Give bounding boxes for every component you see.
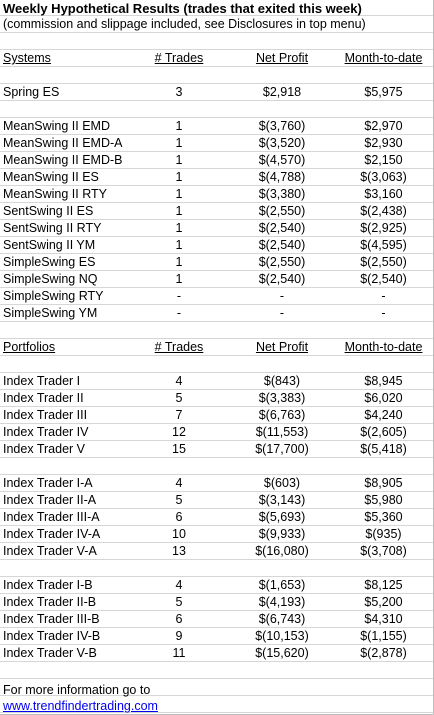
row-trades: 1 (175, 255, 183, 269)
row-month-to-date: $(5,418) (360, 442, 407, 456)
row-net-profit: $(6,763) (258, 408, 306, 422)
table-row (0, 152, 433, 169)
row-trades: 13 (172, 544, 186, 558)
row-month-to-date: $(2,438) (360, 204, 407, 218)
row-month-to-date: $(3,063) (360, 170, 407, 184)
row-net-profit: $(1,653) (258, 578, 306, 592)
row-net-profit: $(6,743) (258, 612, 306, 626)
row-trades: 1 (175, 238, 183, 252)
row-trades: 10 (172, 527, 186, 541)
row-month-to-date: $(2,550) (360, 255, 407, 269)
row-net-profit: $(15,620) (255, 646, 309, 660)
row-trades: 1 (175, 187, 183, 201)
table-row (0, 220, 433, 237)
systems-header-mtd: Month-to-date (344, 51, 423, 65)
row-month-to-date: $(1,155) (360, 629, 407, 643)
systems-header-trades: # Trades (154, 51, 204, 65)
row-name: SentSwing II RTY (3, 221, 102, 235)
row-month-to-date: $2,930 (364, 136, 403, 150)
row-name: SentSwing II ES (3, 204, 94, 218)
row-month-to-date: $5,200 (364, 595, 403, 609)
row-name: MeanSwing II ES (3, 170, 99, 184)
row-name: Index Trader V-A (3, 544, 97, 558)
row-trades: 6 (175, 612, 183, 626)
row-month-to-date: $8,905 (364, 476, 403, 490)
table-row (0, 424, 433, 441)
row-net-profit: - (279, 306, 285, 320)
row-name: Index Trader II-A (3, 493, 97, 507)
row-month-to-date: $(2,925) (360, 221, 407, 235)
row-name: Index Trader V-B (3, 646, 97, 660)
row-net-profit: $(3,760) (258, 119, 306, 133)
row-trades: 1 (175, 119, 183, 133)
table-row (0, 594, 433, 611)
row-trades: 5 (175, 595, 183, 609)
row-month-to-date: $8,945 (364, 374, 403, 388)
table-row (0, 441, 433, 458)
table-row (0, 577, 433, 594)
row-name: Index Trader III (3, 408, 88, 422)
row-trades: 5 (175, 391, 183, 405)
row-trades: 1 (175, 272, 183, 286)
row-month-to-date: $2,150 (364, 153, 403, 167)
row-name: Index Trader II-B (3, 595, 97, 609)
page-subtitle: (commission and slippage included, see Disclosures in top menu) (3, 17, 366, 31)
row-net-profit: $(10,153) (255, 629, 309, 643)
row-net-profit: $(4,193) (258, 595, 306, 609)
row-month-to-date: $2,970 (364, 119, 403, 133)
table-row (0, 543, 433, 560)
row-net-profit: $(2,550) (258, 204, 306, 218)
row-name: SimpleSwing ES (3, 255, 96, 269)
row-name: MeanSwing II EMD-A (3, 136, 123, 150)
row-month-to-date: $5,360 (364, 510, 403, 524)
row-name: SimpleSwing NQ (3, 272, 98, 286)
row-month-to-date: $8,125 (364, 578, 403, 592)
row-name: SimpleSwing YM (3, 306, 98, 320)
row-trades: 1 (175, 170, 183, 184)
portfolios-header-net: Net Profit (255, 340, 309, 354)
row-name: Index Trader I-B (3, 578, 93, 592)
row-net-profit: $(16,080) (255, 544, 309, 558)
systems-header-net: Net Profit (255, 51, 309, 65)
row-trades: 9 (175, 629, 183, 643)
row-net-profit: $(3,143) (258, 493, 306, 507)
row-net-profit: $(2,540) (258, 221, 306, 235)
table-row (0, 186, 433, 203)
row-net-profit: $(3,383) (258, 391, 306, 405)
row-name: Index Trader III-A (3, 510, 100, 524)
row-net-profit: $(2,550) (258, 255, 306, 269)
row-net-profit: $(4,570) (258, 153, 306, 167)
row-name: MeanSwing II EMD-B (3, 153, 123, 167)
table-row (0, 611, 433, 628)
table-row (0, 169, 433, 186)
portfolios-header-trades: # Trades (154, 340, 204, 354)
row-trades: 4 (175, 578, 183, 592)
row-month-to-date: $(3,708) (360, 544, 407, 558)
systems-header-row (0, 50, 433, 67)
row-month-to-date: $(2,878) (360, 646, 407, 660)
table-row (0, 237, 433, 254)
table-row (0, 254, 433, 271)
table-row (0, 84, 433, 101)
row-month-to-date: - (381, 289, 386, 303)
row-month-to-date: $4,240 (364, 408, 403, 422)
row-net-profit: $(4,788) (258, 170, 306, 184)
row-name: SimpleSwing RTY (3, 289, 104, 303)
row-net-profit: $(2,540) (258, 272, 306, 286)
row-name: Index Trader I (3, 374, 81, 388)
portfolios-header-name: Portfolios (3, 340, 56, 354)
table-row (0, 118, 433, 135)
row-month-to-date: $4,310 (364, 612, 403, 626)
table-row (0, 390, 433, 407)
table-row (0, 475, 433, 492)
row-trades: - (176, 306, 182, 320)
table-row (0, 492, 433, 509)
row-trades: 1 (175, 136, 183, 150)
row-month-to-date: $(935) (365, 527, 402, 541)
row-trades: 12 (172, 425, 186, 439)
row-trades: 11 (172, 646, 186, 660)
table-row (0, 645, 433, 662)
footer-info-text: For more information go to (3, 683, 151, 697)
row-month-to-date: $6,020 (364, 391, 403, 405)
row-trades: 4 (175, 476, 183, 490)
row-net-profit: $(3,520) (258, 136, 306, 150)
row-net-profit: $(843) (263, 374, 301, 388)
row-month-to-date: $(2,605) (360, 425, 407, 439)
table-row (0, 305, 433, 322)
row-net-profit: $(11,553) (255, 425, 309, 439)
row-trades: 1 (175, 153, 183, 167)
table-row (0, 407, 433, 424)
row-trades: - (176, 289, 182, 303)
website-link[interactable]: www.trendfindertrading.com (3, 699, 158, 713)
row-trades: 3 (175, 85, 183, 99)
row-month-to-date: $3,160 (364, 187, 403, 201)
row-name: Index Trader V (3, 442, 85, 456)
page-title: Weekly Hypothetical Results (trades that exited this week) (3, 1, 362, 16)
table-row (0, 628, 433, 645)
row-net-profit: - (279, 289, 285, 303)
row-name: Index Trader IV-B (3, 629, 101, 643)
row-trades: 15 (172, 442, 186, 456)
row-trades: 4 (175, 374, 183, 388)
row-name: MeanSwing II RTY (3, 187, 107, 201)
row-trades: 1 (175, 204, 183, 218)
row-name: Index Trader II (3, 391, 84, 405)
row-trades: 7 (175, 408, 183, 422)
table-row (0, 288, 433, 305)
row-month-to-date: $(2,540) (360, 272, 407, 286)
row-net-profit: $(9,933) (258, 527, 306, 541)
row-trades: 5 (175, 493, 183, 507)
table-row (0, 135, 433, 152)
row-trades: 6 (175, 510, 183, 524)
portfolios-header-row (0, 339, 433, 356)
row-name: SentSwing II YM (3, 238, 96, 252)
row-net-profit: $(603) (263, 476, 301, 490)
row-net-profit: $(17,700) (255, 442, 309, 456)
row-name: Index Trader I-A (3, 476, 93, 490)
table-row (0, 526, 433, 543)
systems-header-name: Systems (3, 51, 51, 65)
row-name: Index Trader III-B (3, 612, 100, 626)
table-row (0, 509, 433, 526)
row-month-to-date: - (381, 306, 386, 320)
row-name: Spring ES (3, 85, 60, 99)
row-name: Index Trader IV (3, 425, 89, 439)
row-trades: 1 (175, 221, 183, 235)
row-net-profit: $(2,540) (258, 238, 306, 252)
table-row (0, 373, 433, 390)
row-net-profit: $(3,380) (258, 187, 306, 201)
row-name: MeanSwing II EMD (3, 119, 110, 133)
portfolios-header-mtd: Month-to-date (344, 340, 423, 354)
row-month-to-date: $(4,595) (360, 238, 407, 252)
table-row (0, 203, 433, 220)
table-row (0, 271, 433, 288)
row-month-to-date: $5,975 (364, 85, 403, 99)
row-net-profit: $2,918 (262, 85, 302, 99)
row-name: Index Trader IV-A (3, 527, 101, 541)
row-net-profit: $(5,693) (258, 510, 306, 524)
row-month-to-date: $5,980 (364, 493, 403, 507)
